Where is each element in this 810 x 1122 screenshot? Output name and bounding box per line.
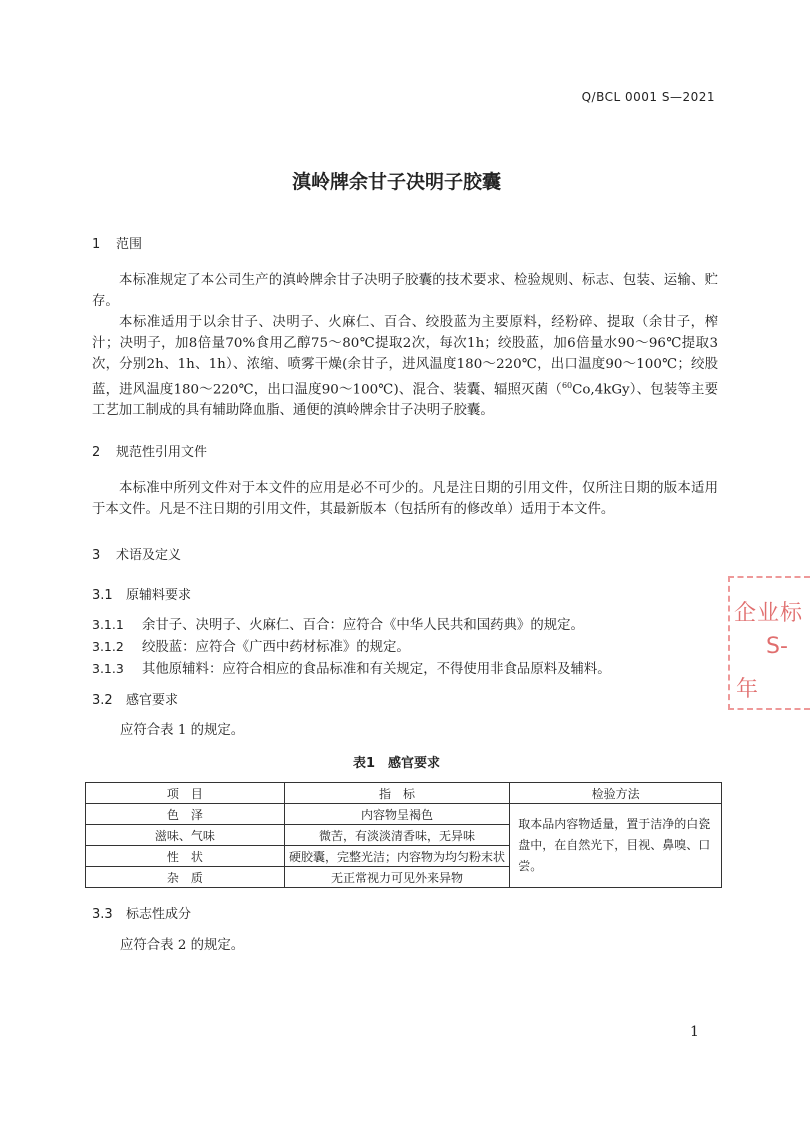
clause-number: 3.1.1 [92,617,124,632]
page-number: 1 [690,1024,699,1040]
table-cell-spec: 内容物呈褐色 [284,804,510,825]
section-3-2-heading [92,689,178,708]
table-header: 项 目 [86,783,285,804]
section-3-2-text: 应符合表 1 的规定。 [120,723,245,738]
section-2-heading [92,441,207,460]
section-title: 感官要求 [126,693,179,708]
section-number: 3.2 [92,693,113,708]
table-cell-spec: 硬胶囊，完整光洁；内容物为均匀粉末状 [284,846,510,867]
para-text: Co,4kGy）、包装等主要工艺加工制成的具有辅助降血脂、通便的滇岭牌余甘子决明子胶囊。 [92,382,718,419]
section-3-1-heading [92,584,191,603]
table-cell-spec: 微苦，有淡淡清香味，无异味 [284,825,510,846]
section-title: 范围 [116,237,143,252]
section-2-para: 本标准中所列文件对于本文件的应用是必不可少的。凡是注日期的引用文件，仅所注日期的版本适用于本文件。凡是不注日期的引用文件，其最新版本（包括所有的修改单）适用于本文件。 [92,481,718,517]
section-title: 规范性引用文件 [116,445,208,460]
section-title: 原辅料要求 [126,588,192,603]
table-header: 检验方法 [510,783,722,804]
page-title: 滇岭牌余甘子决明子胶囊 [291,171,501,193]
clause-text: 余甘子、决明子、火麻仁、百合：应符合《中华人民共和国药典》的规定。 [142,618,584,633]
clause-3-1-1 [92,614,584,633]
table-header: 指 标 [284,783,510,804]
stamp-text: S- [766,634,788,659]
section-number: 2 [92,445,101,460]
stamp-text: 企业标 [734,601,804,626]
table-cell-spec: 无正常视力可见外来异物 [284,867,510,888]
section-number: 3 [92,548,101,563]
table-header-row [86,783,722,804]
table-cell-item: 色 泽 [86,804,285,825]
clause-number: 3.1.3 [92,661,124,676]
clause-text: 其他原辅料：应符合相应的食品标准和有关规定，不得使用非食品原料及辅料。 [142,662,611,677]
section-3-heading [92,544,181,563]
document-code: Q/BCL 0001 S—2021 [581,90,715,104]
section-title: 标志性成分 [126,907,192,922]
clause-number: 3.1.2 [92,639,124,654]
para-text: 本标准适用于以余甘子、决明子、火麻仁、百合、绞股蓝为主要原料，经粉碎、提取（余甘子，榨汁；决明子，加8倍量70%食用乙醇75～80℃提取2次，每次1h；绞股蓝，加6倍量水90～96℃提取3次，分别2h、1h、1h）、浓缩、喷雾干燥(余甘子，进风温度180～220℃，出口温度90～100℃；绞股蓝，进风温度180～220℃，出口温度90～100℃)、混合、装囊、辐照灭菌（ [92,315,718,398]
clause-3-1-3 [92,658,611,677]
section-3-3-text: 应符合表 2 的规定。 [120,938,245,953]
stamp-text: 年 [736,677,759,702]
section-3-3-heading [92,903,191,922]
clause-text: 绞股蓝：应符合《广西中药材标准》的规定。 [142,640,410,655]
sensory-table [85,782,722,888]
section-number: 1 [92,237,101,252]
red-seal-stamp [728,576,810,710]
isotope-superscript: 60 [561,381,573,390]
section-1-para-2 [92,312,718,421]
table-1-caption: 表1 感官要求 [352,756,441,771]
section-1-heading [92,233,142,252]
table-row [86,804,722,825]
table-cell-item: 杂 质 [86,867,285,888]
section-number: 3.1 [92,588,113,603]
table-cell-item: 性 状 [86,846,285,867]
section-1-para-1: 本标准规定了本公司生产的滇岭牌余甘子决明子胶囊的技术要求、检验规则、标志、包装、运输、贮存。 [92,273,718,309]
table-cell-method: 取本品内容物适量，置于洁净的白瓷盘中，在自然光下，目视、鼻嗅、口尝。 [510,804,722,888]
clause-3-1-2 [92,636,410,655]
section-number: 3.3 [92,907,113,922]
section-title: 术语及定义 [116,548,182,563]
table-cell-item: 滋味、气味 [86,825,285,846]
